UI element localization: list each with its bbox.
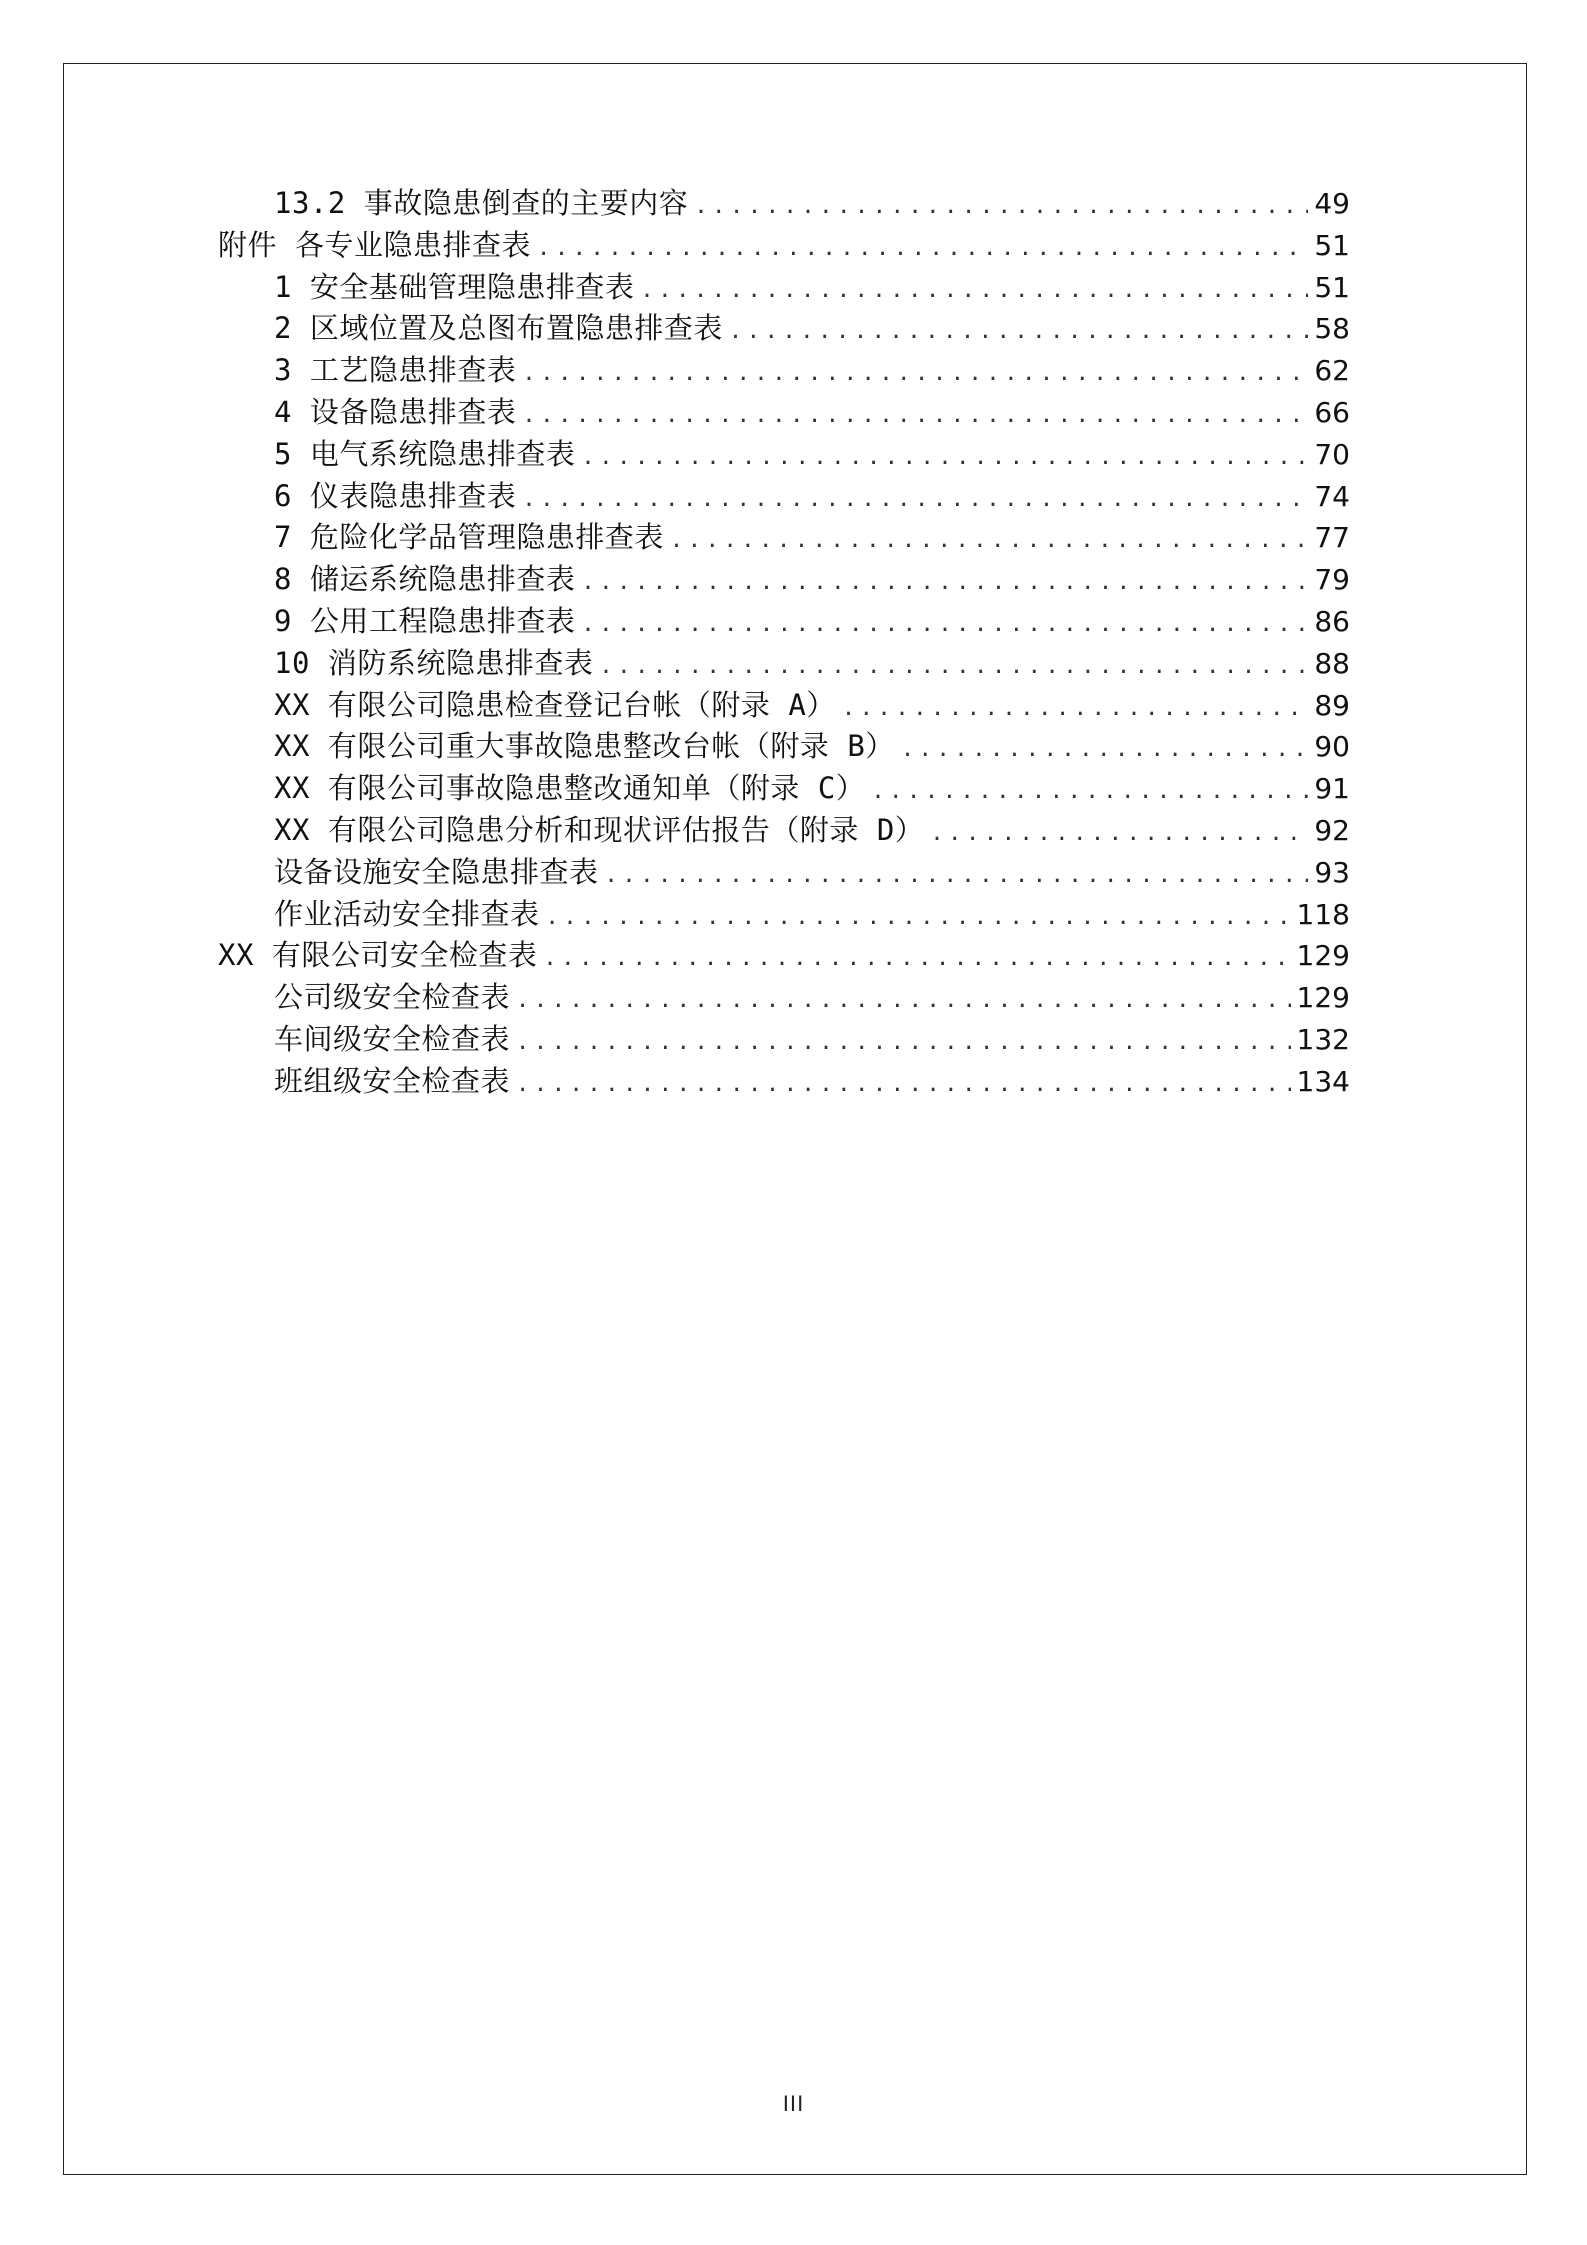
toc-dot-leader (640, 270, 1308, 312)
toc-dot-leader (543, 938, 1290, 980)
toc-entry-title: 1 安全基础管理隐患排查表 (274, 269, 635, 304)
toc-entry[interactable] (218, 977, 1350, 1019)
toc-entry-page: 49 (1314, 187, 1350, 220)
toc-entry-title: 5 电气系统隐患排查表 (274, 436, 576, 471)
toc-entry-title: 7 危险化学品管理隐患排查表 (274, 520, 664, 555)
toc-entry[interactable] (218, 350, 1350, 392)
toc-entry-page: 129 (1296, 981, 1350, 1015)
toc-entry-page: 77 (1314, 521, 1350, 555)
toc-entry-page: 89 (1314, 688, 1350, 722)
toc-dot-leader (599, 646, 1308, 688)
toc-entry-page: 51 (1314, 228, 1350, 262)
toc-dot-leader (605, 855, 1309, 897)
toc-dot-leader (522, 395, 1308, 437)
toc-dot-leader (670, 520, 1308, 562)
toc-dot-leader (581, 604, 1308, 646)
toc-entry-page: 74 (1314, 479, 1350, 513)
toc-entry[interactable] (218, 559, 1350, 601)
toc-entry[interactable] (218, 685, 1350, 727)
toc-entry-page: 66 (1314, 395, 1350, 429)
toc-entry[interactable] (218, 1061, 1350, 1103)
toc-dot-leader (537, 228, 1308, 270)
toc-dot-leader (516, 980, 1291, 1022)
toc-entry[interactable] (218, 308, 1350, 350)
toc-entry[interactable] (218, 768, 1350, 810)
toc-entry-page: 88 (1314, 646, 1350, 680)
toc-dot-leader (581, 562, 1308, 604)
toc-entry[interactable] (218, 726, 1350, 768)
toc-dot-leader (901, 729, 1309, 771)
toc-entry[interactable] (218, 434, 1350, 476)
toc-entry-page: 91 (1314, 772, 1350, 806)
toc-entry-page: 92 (1314, 813, 1350, 847)
toc-entry-title: 附件 各专业隐患排查表 (218, 227, 531, 262)
toc-entry-title: 车间级安全检查表 (274, 1021, 511, 1056)
toc-dot-leader (522, 353, 1308, 395)
toc-dot-leader (516, 1064, 1291, 1106)
toc-entry-page: 90 (1314, 730, 1350, 764)
toc-entry[interactable] (218, 935, 1350, 977)
toc-entry-page: 51 (1314, 270, 1350, 304)
toc-entry-title: 9 公用工程隐患排查表 (274, 603, 576, 638)
toc-entry-title: 公司级安全检查表 (274, 980, 511, 1015)
toc-entry-title: 8 储运系统隐患排查表 (274, 562, 576, 597)
toc-entry-title: XX 有限公司隐患检查登记台帐（附录 A） (274, 687, 836, 722)
toc-entry-page: 93 (1314, 855, 1350, 889)
toc-entry[interactable] (218, 894, 1350, 936)
toc-entry-title: 6 仪表隐患排查表 (274, 478, 517, 513)
toc-entry-title: XX 有限公司重大事故隐患整改台帐（附录 B） (274, 729, 895, 764)
toc-entry-title: 班组级安全检查表 (274, 1063, 511, 1098)
toc-entry[interactable] (218, 267, 1350, 309)
toc-dot-leader (522, 479, 1308, 521)
toc-entry-title: XX 有限公司安全检查表 (218, 938, 538, 973)
toc-entry[interactable] (218, 601, 1350, 643)
toc-entry[interactable] (218, 225, 1350, 267)
toc-dot-leader (516, 1022, 1291, 1064)
table-of-contents (218, 183, 1350, 1103)
toc-dot-leader (842, 688, 1309, 730)
toc-entry-title: XX 有限公司事故隐患整改通知单（附录 C） (274, 771, 866, 806)
toc-entry-page: 132 (1296, 1022, 1350, 1056)
toc-entry[interactable] (218, 517, 1350, 559)
toc-entry[interactable] (218, 810, 1350, 852)
toc-entry[interactable] (218, 643, 1350, 685)
toc-entry-title: 4 设备隐患排查表 (274, 394, 517, 429)
toc-entry-title: 3 工艺隐患排查表 (274, 353, 517, 388)
toc-entry[interactable] (218, 392, 1350, 434)
toc-entry-title: 10 消防系统隐患排查表 (274, 645, 594, 680)
toc-entry-title: XX 有限公司隐患分析和现状评估报告（附录 D） (274, 812, 925, 847)
toc-entry-page: 70 (1314, 437, 1350, 471)
toc-dot-leader (694, 186, 1308, 228)
toc-entry-title: 作业活动安全排查表 (274, 896, 540, 931)
toc-entry-page: 86 (1314, 604, 1350, 638)
toc-dot-leader (871, 771, 1308, 813)
toc-entry-page: 79 (1314, 563, 1350, 597)
toc-entry-page: 134 (1296, 1064, 1350, 1098)
page-number: III (782, 2092, 805, 2116)
toc-entry[interactable] (218, 852, 1350, 894)
toc-entry-page: 129 (1296, 939, 1350, 973)
toc-entry[interactable] (218, 476, 1350, 518)
toc-entry-title: 2 区域位置及总图布置隐患排查表 (274, 311, 723, 346)
toc-entry-page: 62 (1314, 354, 1350, 388)
toc-entry[interactable] (218, 1019, 1350, 1061)
toc-entry-title: 13.2 事故隐患倒查的主要内容 (274, 186, 689, 220)
toc-entry-page: 118 (1296, 897, 1350, 931)
toc-dot-leader (581, 437, 1308, 479)
toc-entry-page: 58 (1314, 312, 1350, 346)
toc-dot-leader (546, 897, 1291, 939)
toc-entry[interactable] (218, 183, 1350, 225)
toc-dot-leader (729, 311, 1308, 353)
toc-entry-title: 设备设施安全隐患排查表 (274, 854, 599, 889)
toc-dot-leader (930, 813, 1308, 855)
